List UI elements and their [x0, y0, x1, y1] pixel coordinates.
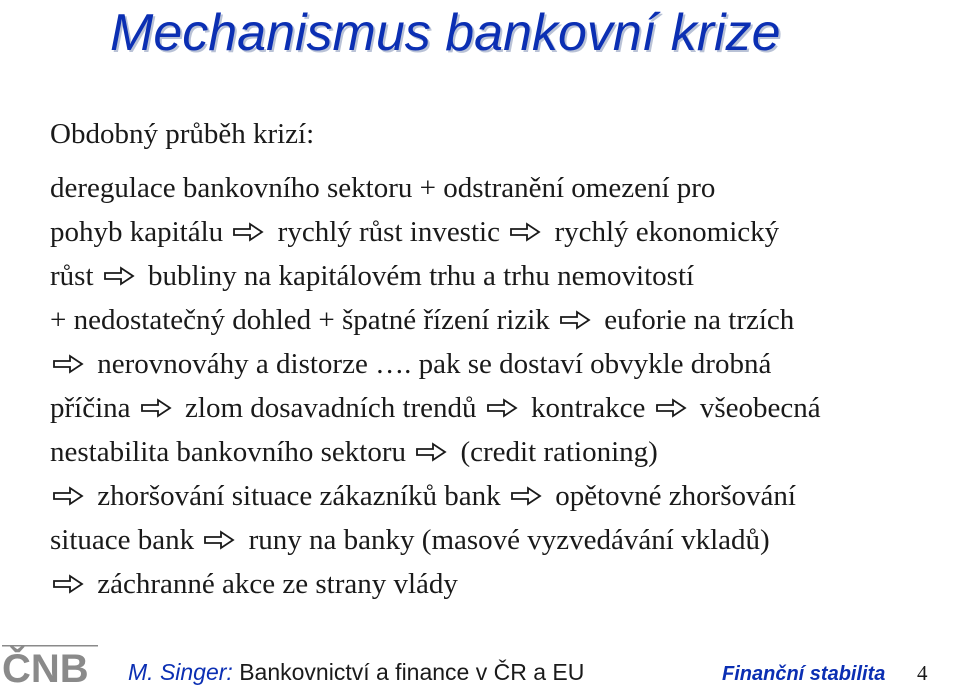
- line-text: rychlý růst investic: [270, 216, 508, 248]
- line-text: situace bank: [50, 524, 202, 556]
- cnb-logo: [0, 625, 100, 685]
- outline-right-arrow-icon: [52, 574, 84, 594]
- outline-right-arrow-icon: [509, 222, 541, 242]
- body-line: [50, 522, 770, 558]
- intro-text: Obdobný průběh krizí:: [50, 118, 315, 150]
- line-text: pohyb kapitálu: [50, 216, 231, 248]
- body-line: [50, 434, 658, 470]
- line-text: deregulace bankovního sektoru + odstranění omezení pro: [50, 172, 716, 204]
- outline-right-arrow-icon: [140, 398, 172, 418]
- outline-right-arrow-icon: [52, 486, 84, 506]
- svg-text:ČNB: ČNB: [2, 647, 89, 685]
- line-text: opětovné zhoršování: [547, 480, 796, 512]
- line-text: + nedostatečný dohled + špatné řízení rizik: [50, 304, 558, 336]
- line-text: euforie na trzích: [597, 304, 795, 336]
- line-text: záchranné akce ze strany vlády: [90, 568, 458, 600]
- line-text: bubliny na kapitálovém trhu a trhu nemovitostí: [140, 260, 695, 292]
- line-text: zlom dosavadních trendů: [177, 392, 484, 424]
- outline-right-arrow-icon: [52, 354, 84, 374]
- outline-right-arrow-icon: [103, 266, 135, 286]
- line-text: růst: [50, 260, 101, 292]
- body-line: [50, 346, 771, 382]
- page-number: 4: [917, 661, 928, 685]
- author-name: M. Singer:: [128, 659, 233, 685]
- body-line: [50, 390, 821, 426]
- outline-right-arrow-icon: [232, 222, 264, 242]
- line-text: všeobecná: [692, 392, 821, 424]
- footer-author: [128, 658, 584, 686]
- outline-right-arrow-icon: [655, 398, 687, 418]
- outline-right-arrow-icon: [203, 530, 235, 550]
- course-title: Bankovnictví a finance v ČR a EU: [232, 659, 585, 685]
- body-line: [50, 302, 794, 338]
- line-text: nerovnováhy a distorze …. pak se dostaví obvykle drobná: [90, 348, 772, 380]
- body-line: [50, 478, 796, 514]
- line-text: nestabilita bankovního sektoru: [50, 436, 414, 468]
- footer-section: Finanční stabilita: [722, 663, 886, 685]
- line-text: rychlý ekonomický: [547, 216, 780, 248]
- line-text: příčina: [50, 392, 138, 424]
- outline-right-arrow-icon: [559, 310, 591, 330]
- body-line: [50, 170, 715, 206]
- line-text: (credit rationing): [453, 436, 658, 468]
- outline-right-arrow-icon: [415, 442, 447, 462]
- line-text: kontrakce: [523, 392, 653, 424]
- body-line: [50, 566, 458, 602]
- slide-title: Mechanismus bankovní krize: [110, 4, 781, 62]
- line-text: zhoršování situace zákazníků bank: [90, 480, 508, 512]
- outline-right-arrow-icon: [510, 486, 542, 506]
- body-line: [50, 258, 694, 294]
- outline-right-arrow-icon: [486, 398, 518, 418]
- line-text: runy na banky (masové vyzvedávání vkladů): [241, 524, 770, 556]
- body-line: [50, 214, 779, 250]
